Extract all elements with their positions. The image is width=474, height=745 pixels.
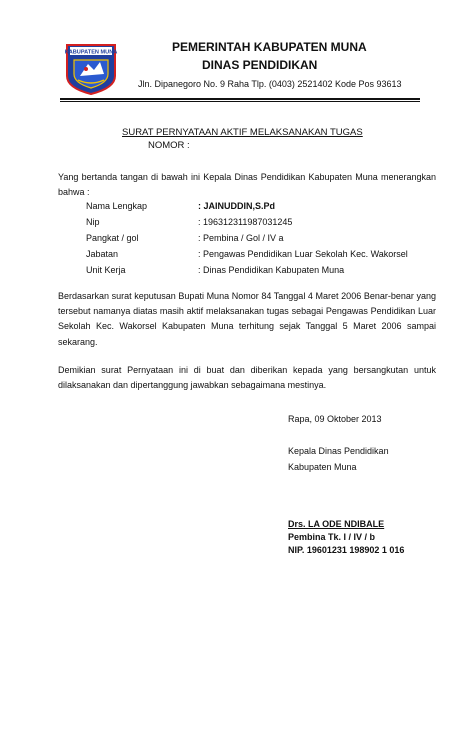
field-value-position: : Pengawas Pendidikan Luar Sekolah Kec. Wakorsel [198, 249, 408, 259]
letterhead-rule-thick [60, 98, 420, 100]
field-label-unit: Unit Kerja [86, 265, 126, 275]
letterhead-rule-thin [60, 101, 420, 102]
signature-position-line2: Kabupaten Muna [288, 462, 357, 472]
intro-paragraph: Yang bertanda tangan di bawah ini Kepala Dinas Pendidikan Kabupaten Muna menerangkan bahwa : [58, 172, 436, 198]
field-value-nip: : 196312311987031245 [198, 217, 293, 227]
signature-position-line1: Kepala Dinas Pendidikan [288, 446, 389, 456]
document-title: SURAT PERNYATAAN AKTIF MELAKSANAKAN TUGAS [122, 127, 363, 138]
letterhead-government-title: PEMERINTAH KABUPATEN MUNA [172, 40, 367, 54]
field-label-rank: Pangkat / gol [86, 233, 139, 243]
logo-text: KABUPATEN MUNA [64, 49, 118, 56]
field-value-unit: : Dinas Pendidikan Kabupaten Muna [198, 265, 345, 275]
letterhead-office-title: DINAS PENDIDIKAN [202, 58, 318, 72]
field-value-rank: : Pembina / Gol / IV a [198, 233, 284, 243]
signatory-nip: NIP. 19601231 198902 1 016 [288, 545, 405, 555]
signatory-rank: Pembina Tk. I / IV / b [288, 532, 376, 542]
shield-emblem-icon [64, 42, 118, 96]
kabupaten-muna-logo [64, 42, 118, 96]
signatory-name: Drs. LA ODE NDIBALE [288, 519, 385, 529]
body-paragraph: Berdasarkan surat keputusan Bupati Muna Nomor 84 Tanggal 4 Maret 2006 Benar-benar yang tersebut namanya diatas masih aktif melaksanakan tugas sebagai Pengawas Pendidikan Luar Sekolah Kec. Wakorsel Kabupaten Muna terhitung sejak Tanggal 5 Maret 2006 sampai sekarang. [58, 291, 436, 347]
field-label-position: Jabatan [86, 249, 119, 259]
field-label-name: Nama Lengkap [86, 201, 148, 211]
field-value-name: : JAINUDDIN,S.Pd [198, 201, 276, 211]
closing-paragraph: Demikian surat Pernyataan ini di buat dan diberikan kepada yang bersangkutan untuk dilaksanakan dan dipertanggung jawabkan sebagaimana mestinya. [58, 365, 436, 391]
document-number: NOMOR : [148, 140, 190, 151]
field-label-nip: Nip [86, 217, 100, 227]
signature-place-date: Rapa, 09 Oktober 2013 [288, 414, 382, 424]
letterhead-address: Jln. Dipanegoro No. 9 Raha Tlp. (0403) 2521402 Kode Pos 93613 [138, 79, 402, 89]
